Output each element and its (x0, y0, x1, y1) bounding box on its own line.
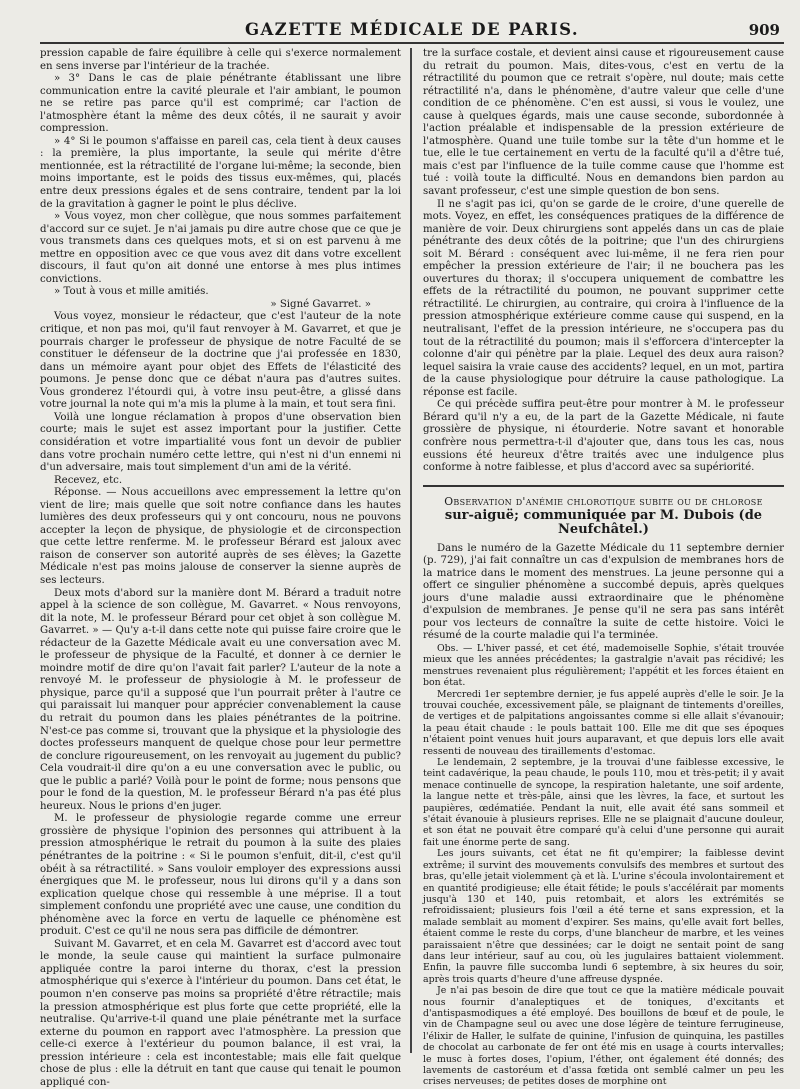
journal-title: GAZETTE MÉDICALE DE PARIS. (244, 20, 580, 39)
left-column (40, 48, 402, 1088)
paragraph: Voilà une longue réclamation à propos d'une observation bien courte; mais le sujet est assez important pour la justifier. Cette considération et votre impartialité vous font un devoir de publier dans votre prochain numéro cette lettre, qui n'est ni d'un ennemi ni d'un adversaire, mais tout simplement d'un ami de la vérité. (40, 411, 402, 474)
paragraph: Il ne s'agit pas ici, qu'on se garde de le croire, d'une querelle de mots. Voyez, en effet, les conséquences pratiques de la différence de manière de voir. Deux chirurgiens sont appelés dans un cas de plaie pénétrante des deux côtés de la poitrine; que l'un des chirurgiens soit M. Bérard : conséquent avec lui-même, il ne fera rien pour empêcher la pression extérieure de l'air; il ne bouchera pas les ouvertures du thorax; il s'occupera uniquement de combattre les effets de la rétractilité du poumon, ne pouvant supprimer cette rétractilité. Le chirurgien, au contraire, qui croira à l'influence de la pression atmosphérique extérieure comme cause qui suspend, en la neutralisant, l'effet de la pression intérieure, ne s'occupera pas du tout de la rétractilité du poumon; mais il s'efforcera d'intercepter la colonne d'air qui pénètre par la plaie. Lequel des deux aura raison? lequel saisira la vraie cause des accidents? lequel, en un mot, partira de la cause physiologique pour détruire la cause pathologique. La réponse est facile. (422, 198, 784, 398)
paragraph: tre la surface costale, et devient ainsi cause et rigoureusement cause du retrait du poumon. Mais, dites-vous, c'est en vertu de la rétractilité du poumon que ce retrait s'opère, nul doute; mais cette rétractilité n'a, dans le phénomène, d'autre valeur que celle d'une condition de ce phénomène. C'en est aussi, si vous le voulez, une cause à quelques égards, mais une cause seconde, subordonnée à l'action préalable et indispensable de la pression extérieure de l'atmosphère. Quand une tuile tombe sur la tête d'un homme et le tue, elle le tue certainement en vertu de la faculté qu'il a d'être tué, mais c'est par l'influence de la tuile comme cause que l'homme est tué : voilà toute la difficulté. Nous en demandons bien pardon au savant professeur, c'est une simple question de bon sens. (422, 48, 784, 198)
paragraph: M. le professeur de physiologie regarde comme une erreur grossière de physique l'opinion des personnes qui attribuent à la pression atmosphérique le retrait du poumon à la suite des plaies pénétrantes de la poitrine : « Si le poumon s'enfuit, dit-il, c'est qu'il obéit à sa rétractilité. » Sans vouloir employer des expressions aussi énergiques que M. le professeur, nous lui dirons qu'il y a dans son explication quelque chose qui ressemble à une méprise. Il a tout simplement confondu une propriété avec une cause, une condition du phénomène avec la force en vertu de laquelle ce phénomène est produit. C'est ce qu'il ne nous sera pas difficile de démontrer. (40, 813, 402, 938)
paragraph: Vous voyez, monsieur le rédacteur, que c'est l'auteur de la note critique, et non pas moi, qu'il faut renvoyer à M. Gavarret, et que je pourrais charger le professeur de physique de notre Faculté de se constituer le défenseur de la doctrine que j'ai professée en 1830, dans un mémoire ayant pour objet des Effets de l'élasticité des poumons. Je pense donc que ce débat n'aura pas d'autres suites. Vous gronderez l'étourdi qui, à votre insu peut-être, a glissé dans votre journal la note qui m'a mis la plume à la main, et tout sera fini. (40, 311, 402, 411)
letter-signature: » Signé Gavarret. » (270, 298, 372, 310)
paragraph: pression capable de faire équilibre à celle qui s'exerce normalement en sens inverse par l'intérieur de la trachée. (40, 48, 402, 72)
article-heading-line2: sur-aiguë; communiquée par M. Dubois (de Neufchâtel.) (444, 507, 763, 537)
paragraph: » 3° Dans le cas de plaie pénétrante établissant une libre communication entre la cavité pleurale et l'air ambiant, le poumon ne se retire pas parce qu'il est comprimé; car l'action de l'atmosphère étant la même des deux côtés, il ne saurait y avoir compression. (40, 73, 402, 135)
paragraph: Ce qui précède suffira peut-être pour montrer à M. le professeur Bérard qu'il n'y a eu, de la part de la Gazette Médicale, ni faute grossière de physique, ni étourderie. Notre savant et honorable confrère nous permettra-t-il d'ajouter que, dans tous les cas, nous eussions été heureux d'être traités avec une indulgence plus conforme à notre faiblesse, et plus d'accord avec sa supériorité. (422, 399, 784, 474)
paragraph: Recevez, etc. (54, 474, 123, 486)
page-number: 909 (748, 21, 780, 39)
paragraph: Dans le numéro de la Gazette Médicale du 11 septembre dernier (p. 729), j'ai fait connaître un cas d'expulsion de membranes hors de la matrice dans le moment des menstrues. La jeune personne qui a offert ce singulier phénomène a succombé depuis, après quelques jours d'une maladie aussi extraordinaire que le phénomène d'expulsion de membranes. Je pense qu'il ne sera pas sans intérêt pour vos lecteurs de connaître la suite de cette histoire. Voici le résumé de la courte maladie qui l'a terminée. (422, 542, 784, 642)
page-header (40, 18, 784, 44)
paragraph: Les jours suivants, cet état ne fit qu'empirer; la faiblesse devint extrême; il survint des mouvements convulsifs des membres et surtout des bras, qu'elle jetait violemment çà et là. L'urine s'écoula involontairement et en quantité prodigieuse; elle était fétide; le pouls s'accélérait par moments jusqu'à 130 et 140, puis retombait, et alors les extrémités se refroidissaient; plusieurs fois l'œil a été terne et sans expression, et la malade semblait au moment d'expirer. Ses mains, qu'elle avait fort belles, étaient comme le reste du corps, d'une blancheur de marbre, et les veines paraissaient n'être que dessinées; car le doigt ne sentait point de sang dans leur intérieur, sauf au cou, où les jugulaires battaient violemment. Enfin, la pauvre fille succomba lundi 6 septembre, à six heures du soir, après trois quarts d'heure d'une affreuse dyspnée. (422, 848, 784, 985)
article-heading-line1: Observation d'anémie chlorotique subite ou de chlorose (444, 494, 763, 508)
paragraph: Obs. — L'hiver passé, et cet été, mademoiselle Sophie, s'était trouvée mieux que les années précédentes; la gastralgie n'avait pas récidivé; les menstrues revenaient plus régulièrement; l'appétit et les forces étaient en bon état. (422, 642, 784, 689)
column-divider (410, 48, 414, 1053)
two-column-body (40, 48, 784, 1088)
right-column (422, 48, 784, 1088)
paragraph: Deux mots d'abord sur la manière dont M. Bérard a traduit notre appel à la science de son collègue, M. Gavarret. « Nous renvoyons, dit la note, M. le professeur Bérard pour cet objet à son collègue M. Gavarret. » — Qu'y a-t-il dans cette note qui puisse faire croire que le rédacteur de la Gazette Médicale avait eu une conversation avec M. le professeur de physique de la Faculté, et donner à ce dernier le moindre motif de dire qu'on l'avait fait parler? L'auteur de la note a renvoyé M. le professeur de physiologie à M. le professeur de physique, parce qu'il a supposé que l'un pourrait prêter à l'autre ce qui paraissait lui manquer pour apprécier convenablement la cause du retrait du poumon dans les plaies pénétrantes de la poitrine. N'est-ce pas comme si, trouvant que la physique et la physiologie des doctes professeurs manquent de quelque chose pour leur permettre de conclure rigoureusement, on les renvoyait au jugement du public? Cela voudrait-il dire qu'on a eu une conversation avec le public, ou que le public a parlé? Voilà pour le point de forme; nous pensons que pour le fond de la question, M. le professeur Bérard n'a pas été plus heureux. Nous le prions d'en juger. (40, 587, 402, 812)
paragraph: Suivant M. Gavarret, et en cela M. Gavarret est d'accord avec tout le monde, la seule cause qui maintient la surface pulmonaire appliquée contre la paroi interne du thorax, c'est la pression atmosphérique qui s'exerce à l'intérieur du poumon. Dans cet état, le poumon n'en conserve pas moins sa propriété d'être rétractile; mais la pression atmosphérique est plus forte que cette propriété, elle la neutralise. Qu'arrive-t-il quand une plaie pénétrante met la surface externe du poumon en rapport avec l'atmosphère. La pression que celle-ci exerce à l'extérieur du poumon balance, il est vrai, la pression intérieure : cela est incontestable; mais elle fait quelque chose de plus : elle la détruit en tant que cause qui tenait le poumon appliqué con- (40, 938, 402, 1088)
paragraph: » Tout à vous et mille amitiés. (54, 286, 209, 298)
paragraph: Mercredi 1er septembre dernier, je fus appelé auprès d'elle le soir. Je la trouvai couchée, excessivement pâle, se plaignant de tintements d'oreilles, de vertiges et de palpitations angoissantes comme si elle allait s'évanouir; la peau était chaude : le pouls battait 100. Elle me dit que ses époques n'étaient point venues huit jours auparavant, et que depuis lors elle avait ressenti de nouveau des tiraillements d'estomac. (422, 688, 784, 757)
reply-paragraph: Réponse. — Nous accueillons avec empressement la lettre qu'on vient de lire; mais quelle que soit notre confiance dans les hautes lumières des deux professeurs qui y ont concouru, nous ne pouvons accepter la leçon de physique, de physiologie et de circonspection que cette lettre renferme. M. le professeur Bérard est jaloux avec raison de conserver son autorité auprès de ses élèves; la Gazette Médicale n'est pas moins jalouse de conserver la sienne auprès de ses lecteurs. (40, 487, 402, 586)
paragraph: » 4° Si le poumon s'affaisse en pareil cas, cela tient à deux causes : la première, la plus importante, la seule qui mérite d'être mentionnée, est la rétractilité de l'organe lui-même; la seconde, bien moins importante, est le poids des tissus eux-mêmes, qui, placés entre deux pressions égales et de sens contraire, tendent par la loi de la gravitation à gagner le point le plus déclive. (40, 135, 402, 210)
observation-block (423, 643, 784, 1088)
paragraph: Le lendemain, 2 septembre, je la trouvai d'une faiblesse excessive, le teint cadavérique, la peau chaude, le pouls 110, mou et très-petit; il y avait menace continuelle de syncope, la respiration haletante, une soif ardente, la langue nette et très-pâle, ainsi que les lèvres, la face, et surtout les paupières, œdématiée. Pendant la nuit, elle avait été sans sommeil et s'était évanouie à plusieurs reprises. Elle ne se plaignait d'aucune douleur, et son état ne pouvait être comparé qu'à celui d'une personne qui aurait fait une énorme perte de sang. (422, 757, 784, 848)
article-heading (423, 485, 784, 537)
paragraph: » Vous voyez, mon cher collègue, que nous sommes parfaitement d'accord sur ce sujet. Je n'ai jamais pu dire autre chose que ce que je vous transmets dans ces quelques mots, et si on est parvenu à me mettre en opposition avec ce que vous avez dit dans votre excellent discours, il faut qu'on ait donné une entorse à mes plus intimes convictions. (40, 211, 402, 285)
paragraph: Je n'ai pas besoin de dire que tout ce que la matière médicale pouvait nous fournir d'analeptiques et de toniques, d'excitants et d'antispasmodiques a été employé. Des bouillons de bœuf et de poule, le vin de Champagne seul ou avec une dose légère de teinture ferrugineuse, l'élixir de Haller, le sulfate de quinine, l'infusion de quinquina, les pastilles de chocolat au carbonate de fer ont été mis en usage à courts intervalles; le musc à fortes doses, l'opium, l'éther, ont également été donnés; des lavements de castoréum et d'assa fœtida ont semblé calmer un peu les crises nerveuses; de petites doses de morphine ont (422, 985, 784, 1088)
